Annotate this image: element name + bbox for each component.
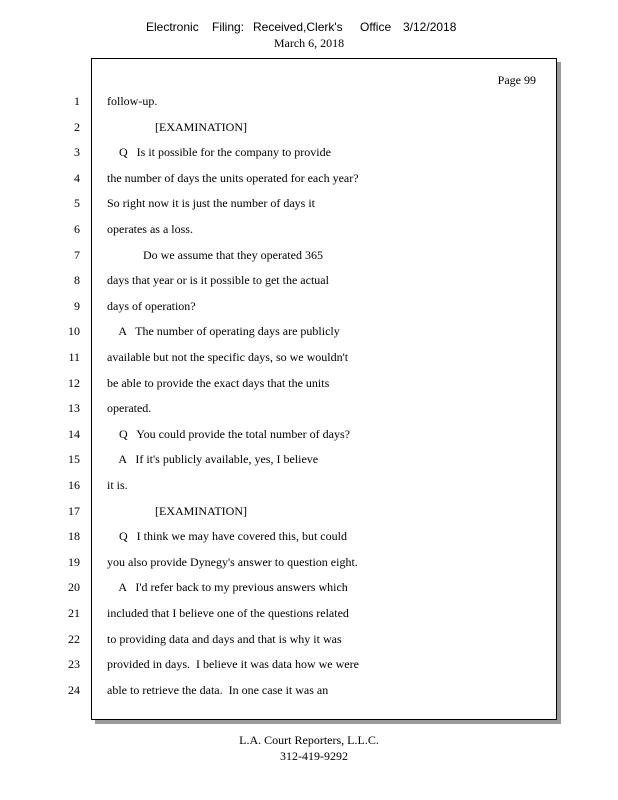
- transcript-line-text: days of operation?: [107, 299, 196, 313]
- line-number: 9: [74, 299, 80, 313]
- transcript-line-text: So right now it is just the number of days it: [107, 196, 315, 210]
- transcript-line-text: included that I believe one of the questions related: [107, 606, 349, 620]
- hearing-date: March 6, 2018: [273, 36, 345, 50]
- transcript-line-text: operates as a loss.: [107, 222, 193, 236]
- line-number: 15: [68, 452, 80, 466]
- transcript-line-text: able to retrieve the data. In one case it was an: [107, 683, 329, 697]
- transcript-line-text: operated.: [107, 401, 152, 415]
- court-reporter-phone: 312-419-9292: [280, 749, 348, 763]
- line-number: 11: [68, 350, 80, 364]
- transcript-line-text: A The number of operating days are publicly: [107, 324, 340, 338]
- transcript-line-text: A If it's publicly available, yes, I believe: [107, 452, 319, 466]
- line-number: 2: [74, 120, 80, 134]
- line-number: 21: [68, 606, 80, 620]
- line-number: 3: [74, 145, 80, 159]
- line-number: 5: [74, 196, 80, 210]
- transcript-line-text: available but not the specific days, so we wouldn't: [107, 350, 349, 364]
- line-number: 7: [74, 248, 80, 262]
- line-number: 14: [68, 427, 80, 441]
- transcript-line-text: be able to provide the exact days that the units: [107, 376, 330, 390]
- line-number: 20: [68, 580, 80, 594]
- transcript-line-text: provided in days. I believe it was data how we were: [107, 657, 359, 671]
- line-number: 16: [68, 478, 80, 492]
- line-number: 13: [68, 401, 80, 415]
- transcript-line-text: follow-up.: [107, 94, 158, 108]
- court-reporter-name: L.A. Court Reporters, L.L.C.: [239, 733, 379, 747]
- line-number: 10: [68, 324, 80, 338]
- filing-stamp-received: Received,Clerk's: [253, 20, 343, 34]
- transcript-line-text: Q Is it possible for the company to provide: [107, 145, 331, 159]
- transcript-line-text: days that year or is it possible to get the actual: [107, 273, 329, 287]
- transcript-line-text: [EXAMINATION]: [107, 120, 247, 134]
- page-number: Page 99: [497, 73, 536, 87]
- transcript-line-text: you also provide Dynegy's answer to question eight.: [107, 555, 358, 569]
- filing-stamp-office: Office: [360, 20, 392, 34]
- transcript-line-text: Q I think we may have covered this, but could: [107, 529, 347, 543]
- filing-stamp-filing: Filing:: [212, 20, 245, 34]
- line-number: 4: [74, 171, 80, 185]
- line-number: 23: [68, 657, 80, 671]
- transcript-line-text: [EXAMINATION]: [107, 504, 247, 518]
- filing-stamp-date: 3/12/2018: [403, 20, 457, 34]
- line-number: 19: [68, 555, 80, 569]
- line-number: 8: [74, 273, 80, 287]
- line-number: 17: [68, 504, 80, 518]
- line-number: 1: [74, 94, 80, 108]
- line-number: 18: [68, 529, 80, 543]
- transcript-line-text: to providing data and days and that is why it was: [107, 632, 342, 646]
- filing-stamp-electronic: Electronic: [146, 20, 199, 34]
- transcript-line-text: it is.: [107, 478, 128, 492]
- line-number: 6: [74, 222, 80, 236]
- transcript-line-text: Q You could provide the total number of days?: [107, 427, 350, 441]
- line-number: 22: [68, 632, 80, 646]
- line-number: 24: [68, 683, 80, 697]
- transcript-line-text: the number of days the units operated for each year?: [107, 171, 359, 185]
- transcript-line-text: Do we assume that they operated 365: [107, 248, 323, 262]
- line-number: 12: [68, 376, 80, 390]
- transcript-line-text: A I'd refer back to my previous answers which: [107, 580, 348, 594]
